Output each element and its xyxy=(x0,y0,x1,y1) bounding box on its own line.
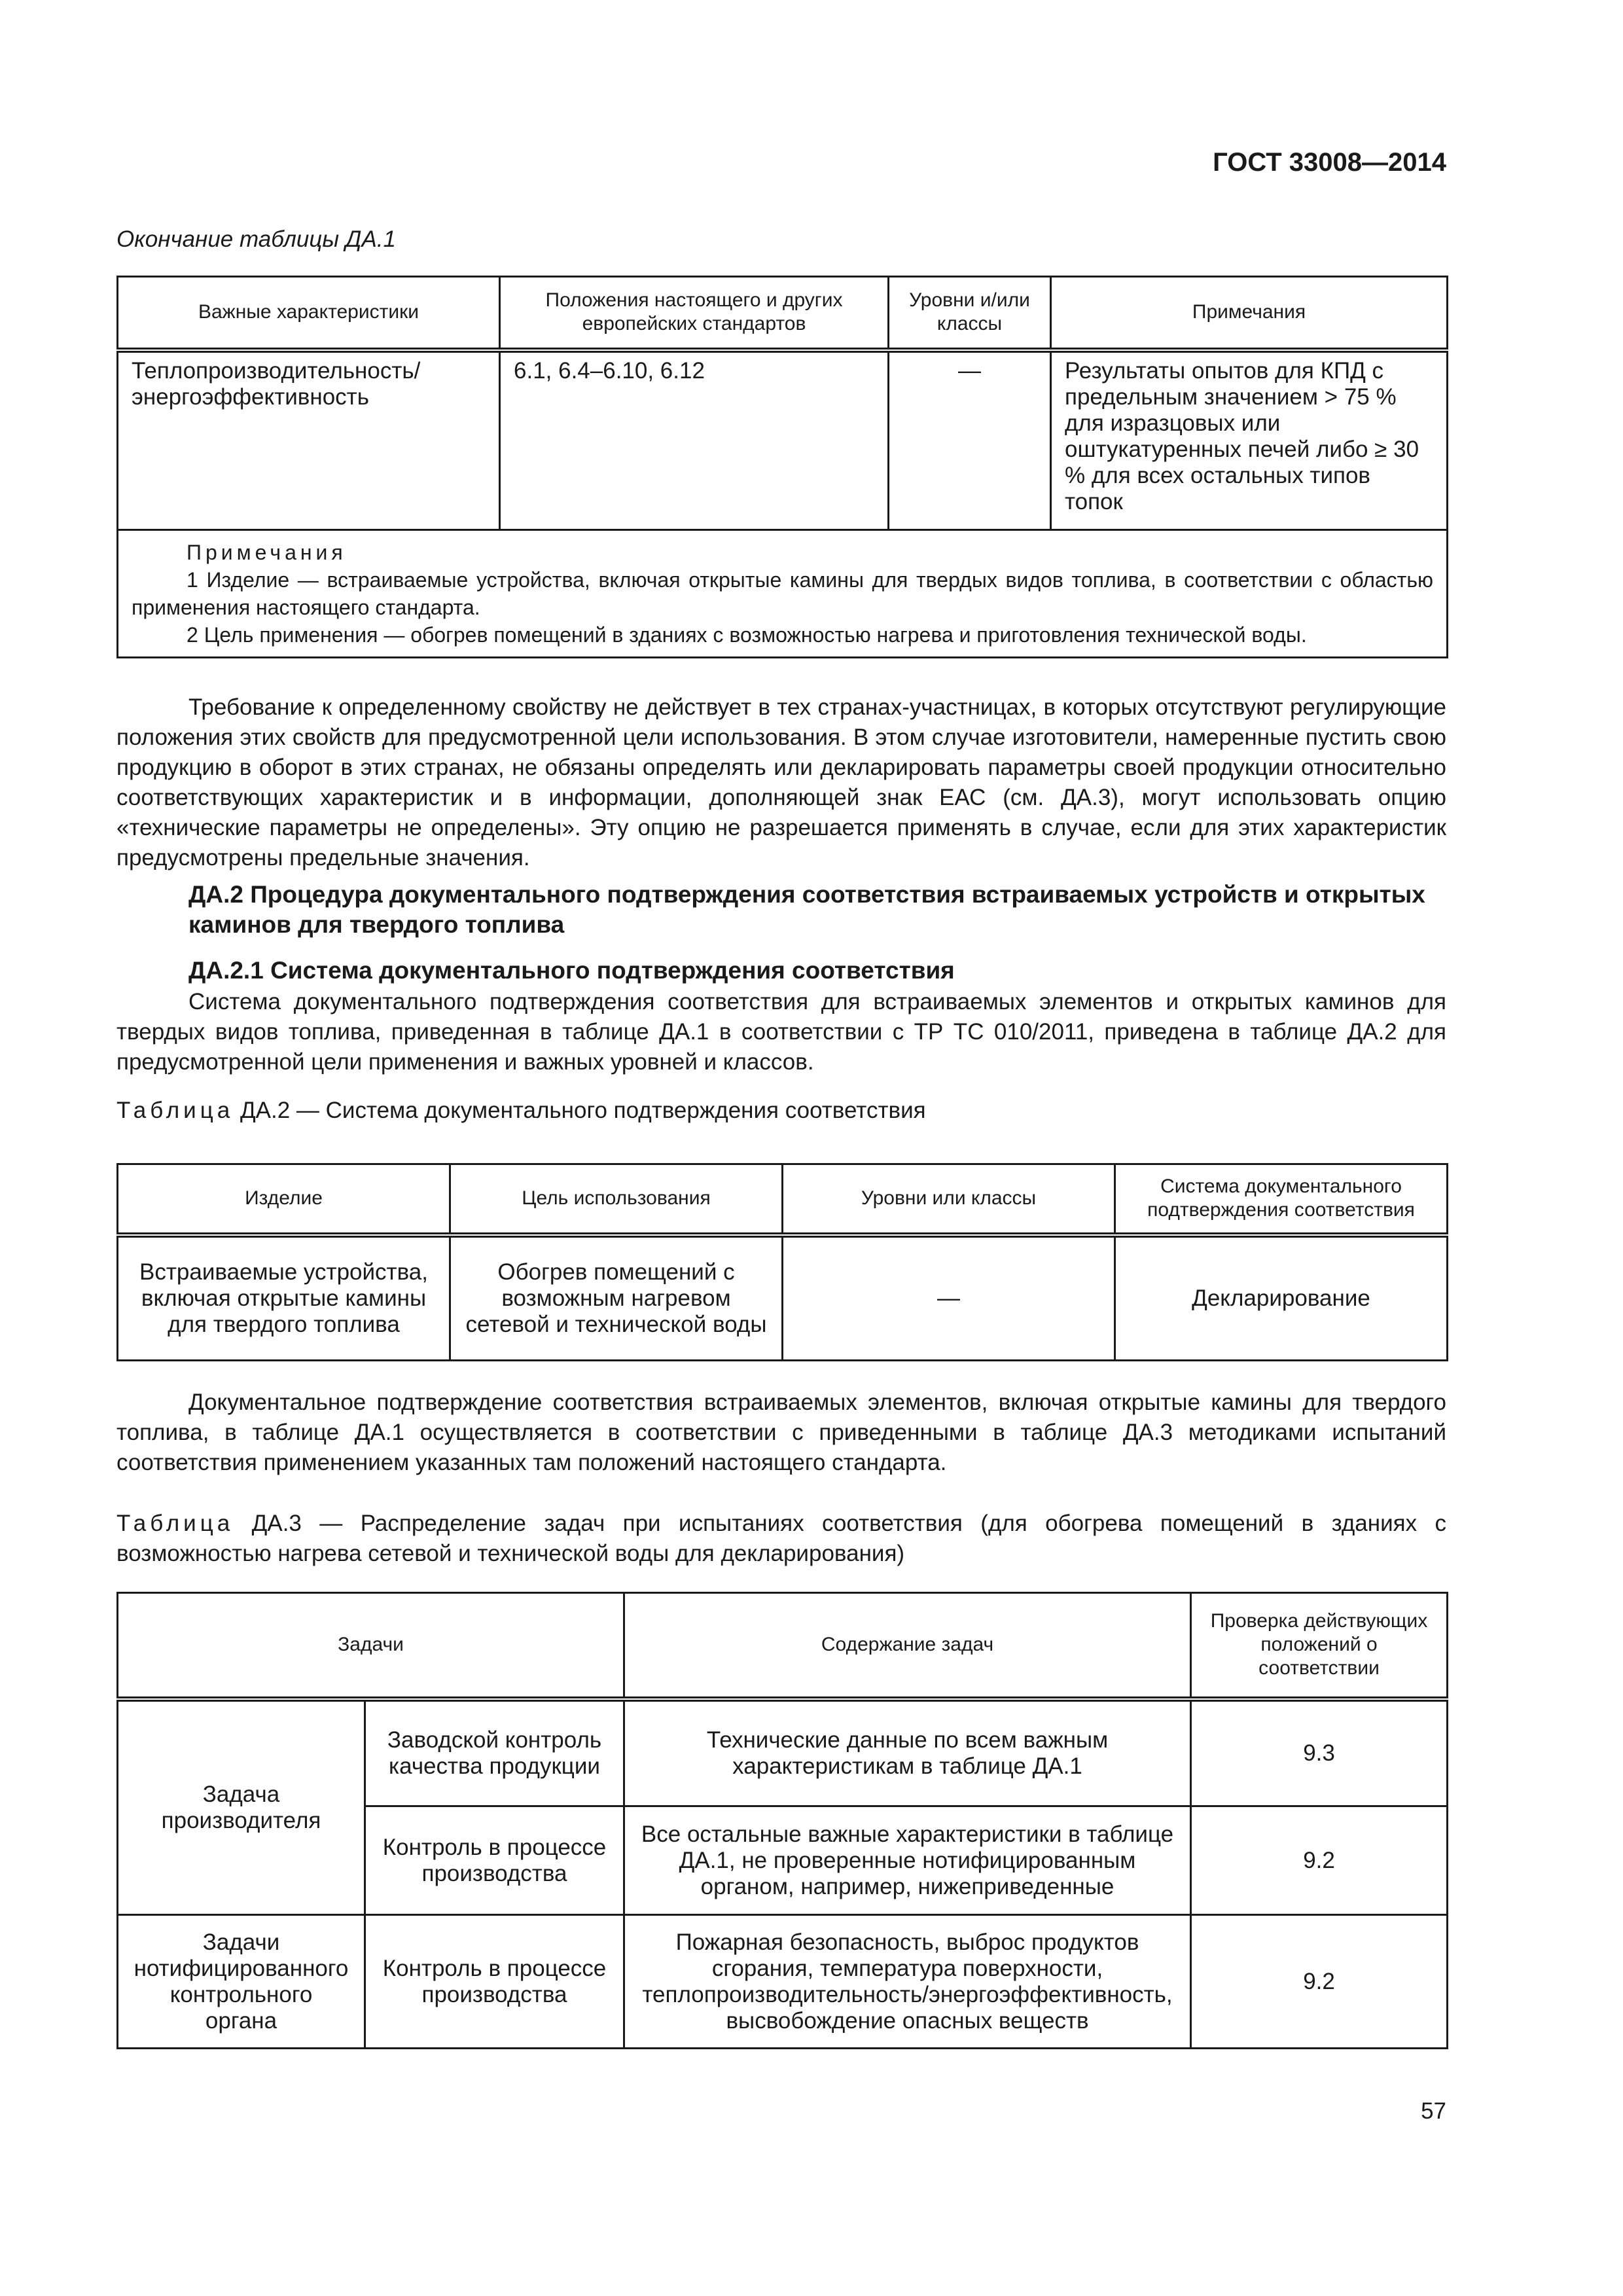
table-cell: Контроль в процессе производства xyxy=(365,1915,624,2049)
table-da1-caption: Окончание таблицы ДА.1 xyxy=(116,226,396,252)
table-da2-caption xyxy=(116,1098,926,1124)
note-1: 1 Изделие — встраиваемые устройства, включая открытые камины для твердых видов топлива, в соответствии с областью применения настоящего стандарта. xyxy=(132,568,1433,619)
paragraph xyxy=(116,1388,1446,1478)
table-notes xyxy=(118,530,1448,658)
caption-text: ДА.3 — Распределение задач при испытаниях соответствия (для обогрева помещений в зданиях с возможностью нагрева сетевой и технической воды для декларирования) xyxy=(116,1511,1446,1566)
section-heading: ДА.2 Процедура документального подтверждения соответствия встраиваемых устройств и открытых каминов для твердого топлива xyxy=(188,881,1425,938)
table-da3-caption xyxy=(116,1509,1446,1569)
column-header: Уровни и/или классы xyxy=(889,277,1051,350)
table-cell: Задача производителя xyxy=(118,1699,365,1915)
table-cell: — xyxy=(783,1235,1115,1361)
table-cell: Пожарная безопасность, выброс продуктов сгорания, температура поверхности, теплопроизводительность/энергоэффективность, высвобождение опасных веществ xyxy=(624,1915,1191,2049)
column-header: Важные характеристики xyxy=(118,277,500,350)
table-cell: — xyxy=(889,350,1051,530)
table-cell: Заводской контроль качества продукции xyxy=(365,1699,624,1806)
document-code: ГОСТ 33008—2014 xyxy=(1213,148,1446,177)
paragraph-text: Документальное подтверждение соответствия встраиваемых элементов, включая открытые камины для твердого топлива, в таблице ДА.1 осуществляется в соответствии с приведенными в таблице ДА.3 методиками испытаний соответствия применением указанных там положений настоящего стандарта. xyxy=(116,1390,1446,1475)
caption-label: Таблица xyxy=(116,1511,234,1536)
paragraph xyxy=(116,987,1446,1077)
table-cell: Результаты опытов для КПД с предельным значением > 75 % для изразцовых или оштукатуренных печей либо ≥ 30 % для всех остальных типов топок xyxy=(1051,350,1448,530)
column-header: Уровни или классы xyxy=(783,1164,1115,1235)
table-cell: Все остальные важные характеристики в таблице ДА.1, не проверенные нотифицированным органом, например, нижеприведенные xyxy=(624,1806,1191,1915)
paragraph-text: Система документального подтверждения соответствия для встраиваемых элементов и открытых каминов для твердых видов топлива, приведенная в таблице ДА.1 в соответствии с ТР ТС 010/2011, приведена в таблице ДА.2 для предусмотренной цели применения и важных уровней и классов. xyxy=(116,989,1446,1075)
notes-title: Примечания xyxy=(187,541,347,564)
column-header: Изделие xyxy=(118,1164,450,1235)
table-da1 xyxy=(116,276,1448,658)
table-da3 xyxy=(116,1592,1448,2049)
column-header: Содержание задач xyxy=(624,1593,1191,1699)
caption-label: Таблица xyxy=(116,1098,234,1123)
table-cell: Встраиваемые устройства, включая открытые камины для твердого топлива xyxy=(118,1235,450,1361)
paragraph xyxy=(116,692,1446,873)
table-cell: 9.3 xyxy=(1191,1699,1448,1806)
table-cell: Задачи нотифицированного контрольного органа xyxy=(118,1915,365,2049)
table-cell: Технические данные по всем важным характеристикам в таблице ДА.1 xyxy=(624,1699,1191,1806)
table-cell: Теплопроизводительность/ энергоэффективность xyxy=(118,350,500,530)
table-cell: 9.2 xyxy=(1191,1915,1448,2049)
column-header: Система документального подтверждения соответствия xyxy=(1115,1164,1448,1235)
note-2: 2 Цель применения — обогрев помещений в зданиях с возможностью нагрева и приготовления технической воды. xyxy=(187,623,1307,647)
subsection-heading: ДА.2.1 Система документального подтверждения соответствия xyxy=(188,957,955,984)
table-cell: 9.2 xyxy=(1191,1806,1448,1915)
column-header: Проверка действующих положений о соответствии xyxy=(1191,1593,1448,1699)
caption-text: ДА.2 — Система документального подтверждения соответствия xyxy=(240,1098,926,1123)
table-cell: 6.1, 6.4–6.10, 6.12 xyxy=(500,350,889,530)
paragraph-text: Требование к определенному свойству не действует в тех странах-участницах, в которых отсутствуют регулирующие положения этих свойств для предусмотренной цели использования. В этом случае изготовители, намеренные пустить свою продукцию в оборот в этих странах, не обязаны определять или декларировать параметры своей продукции относительно соответствующих характеристик и в информации, дополняющей знак ЕАС (см. ДА.3), могут использовать опцию «технические параметры не определены». Эту опцию не разрешается применять в случае, если для этих характеристик предусмотрены предельные значения. xyxy=(116,694,1446,870)
column-header: Цель использования xyxy=(450,1164,783,1235)
table-cell: Контроль в процессе производства xyxy=(365,1806,624,1915)
table-da2 xyxy=(116,1163,1448,1361)
page-number: 57 xyxy=(1421,2098,1446,2124)
column-header: Примечания xyxy=(1051,277,1448,350)
column-header: Задачи xyxy=(118,1593,624,1699)
table-cell: Декларирование xyxy=(1115,1235,1448,1361)
table-cell: Обогрев помещений с возможным нагревом сетевой и технической воды xyxy=(450,1235,783,1361)
column-header: Положения настоящего и других европейских стандартов xyxy=(500,277,889,350)
